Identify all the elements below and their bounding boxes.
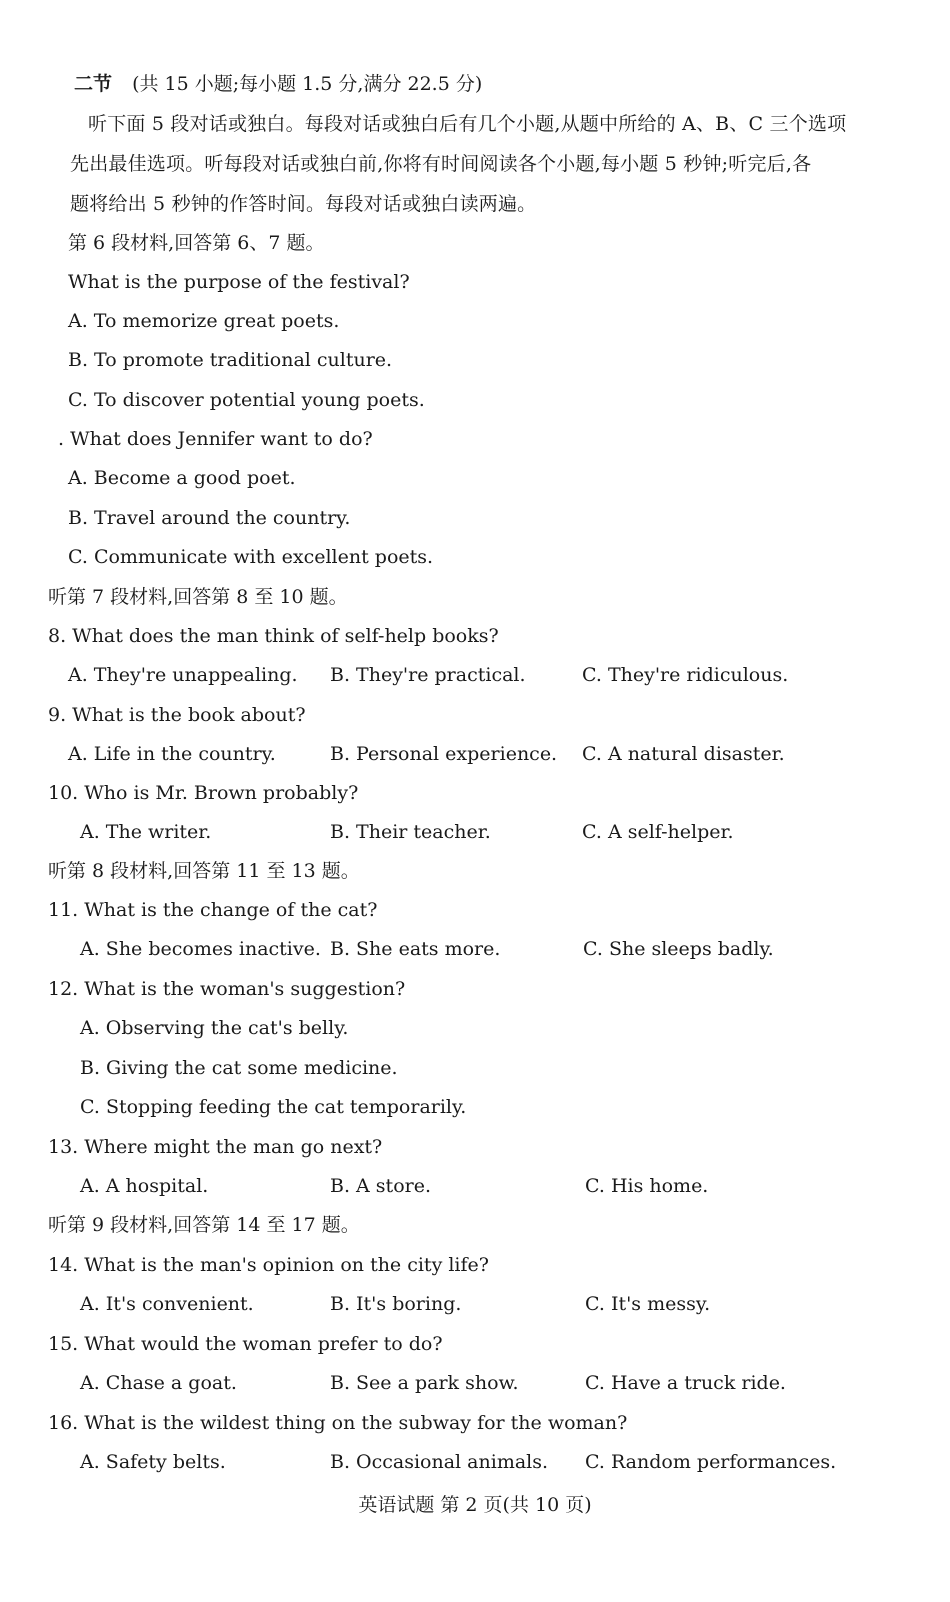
option-a: A. She becomes inactive. bbox=[80, 938, 321, 960]
option-a: A. A hospital. bbox=[80, 1175, 209, 1197]
option-b: B. Occasional animals. bbox=[330, 1451, 549, 1473]
option-a: A. It's convenient. bbox=[80, 1293, 254, 1315]
option-a: A. The writer. bbox=[80, 821, 212, 843]
section-meta: (共 15 小题;每小题 1.5 分,满分 22.5 分) bbox=[132, 73, 483, 95]
question-stem: 8. What does the man think of self-help books? bbox=[48, 625, 499, 647]
section-title: 二节 bbox=[74, 73, 113, 95]
option-b: B. See a park show. bbox=[330, 1372, 519, 1394]
option-c: C. A self-helper. bbox=[582, 821, 734, 843]
question-stem: 11. What is the change of the cat? bbox=[48, 899, 378, 921]
instruction-line: 先出最佳选项。听每段对话或独白前,你将有时间阅读各个小题,每小题 5 秒钟;听完后,各 bbox=[70, 153, 812, 175]
question-stem: 16. What is the wildest thing on the subway for the woman? bbox=[48, 1412, 628, 1434]
option-a: A. To memorize great poets. bbox=[68, 310, 340, 332]
question-stem: 12. What is the woman's suggestion? bbox=[48, 978, 406, 1000]
option-b: B. Their teacher. bbox=[330, 821, 491, 843]
option-b: B. Giving the cat some medicine. bbox=[80, 1057, 398, 1079]
page-footer: 英语试题 第 2 页(共 10 页) bbox=[358, 1494, 592, 1516]
option-c: C. Communicate with excellent poets. bbox=[68, 546, 434, 568]
question-stem: 10. Who is Mr. Brown probably? bbox=[48, 782, 359, 804]
option-b: B. It's boring. bbox=[330, 1293, 462, 1315]
instruction-line: 听下面 5 段对话或独白。每段对话或独白后有几个小题,从题中所给的 A、B、C 三个选项 bbox=[88, 113, 847, 135]
option-c: C. Stopping feeding the cat temporarily. bbox=[80, 1096, 467, 1118]
option-b: B. Personal experience. bbox=[330, 743, 558, 765]
option-a: A. Chase a goat. bbox=[80, 1372, 237, 1394]
option-b: B. They're practical. bbox=[330, 664, 526, 686]
option-a: A. Become a good poet. bbox=[68, 467, 296, 489]
option-b: B. To promote traditional culture. bbox=[68, 349, 393, 371]
question-stem: . What does Jennifer want to do? bbox=[58, 428, 373, 450]
option-b: B. A store. bbox=[330, 1175, 431, 1197]
group-header: 听第 9 段材料,回答第 14 至 17 题。 bbox=[48, 1214, 360, 1236]
option-b: B. She eats more. bbox=[330, 938, 501, 960]
instruction-line: 题将给出 5 秒钟的作答时间。每段对话或独白读两遍。 bbox=[70, 193, 537, 215]
group-header: 听第 8 段材料,回答第 11 至 13 题。 bbox=[48, 860, 360, 882]
question-stem: 9. What is the book about? bbox=[48, 704, 306, 726]
option-a: A. They're unappealing. bbox=[68, 664, 298, 686]
option-a: A. Safety belts. bbox=[80, 1451, 226, 1473]
option-a: A. Life in the country. bbox=[68, 743, 276, 765]
group-header: 听第 7 段材料,回答第 8 至 10 题。 bbox=[48, 586, 348, 608]
option-c: C. To discover potential young poets. bbox=[68, 389, 425, 411]
group-header: 第 6 段材料,回答第 6、7 题。 bbox=[68, 232, 325, 254]
option-c: C. Have a truck ride. bbox=[585, 1372, 786, 1394]
option-c: C. A natural disaster. bbox=[582, 743, 785, 765]
question-stem: 14. What is the man's opinion on the city life? bbox=[48, 1254, 489, 1276]
question-stem: What is the purpose of the festival? bbox=[68, 271, 410, 293]
question-stem: 13. Where might the man go next? bbox=[48, 1136, 383, 1158]
section-heading bbox=[74, 72, 482, 96]
option-c: C. They're ridiculous. bbox=[582, 664, 789, 686]
option-b: B. Travel around the country. bbox=[68, 507, 351, 529]
option-c: C. It's messy. bbox=[585, 1293, 711, 1315]
question-stem: 15. What would the woman prefer to do? bbox=[48, 1333, 443, 1355]
option-c: C. She sleeps badly. bbox=[583, 938, 774, 960]
option-c: C. His home. bbox=[585, 1175, 709, 1197]
option-c: C. Random performances. bbox=[585, 1451, 837, 1473]
option-a: A. Observing the cat's belly. bbox=[80, 1017, 349, 1039]
